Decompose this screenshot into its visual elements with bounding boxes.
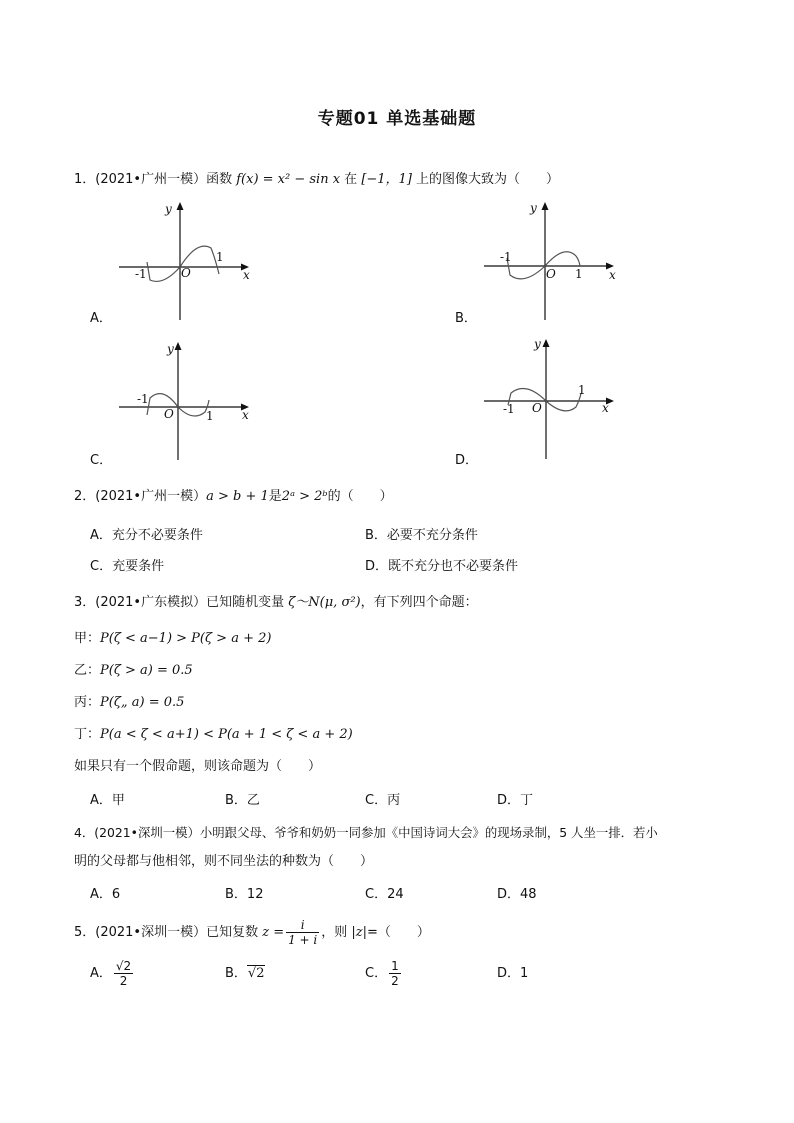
- graph-b-tick-neg: -1: [500, 250, 512, 264]
- q1-formula: f(x) = x² − sin x: [236, 172, 341, 187]
- q2-option-d: D．既不充分也不必要条件: [365, 559, 519, 574]
- q3-option-c: C．丙: [365, 793, 401, 808]
- q5-option-d: D．1: [497, 966, 529, 981]
- q2-option-c: C．充要条件: [90, 559, 165, 574]
- graph-c-label: C．: [90, 453, 113, 468]
- q4-option-b: B．12: [225, 887, 264, 902]
- graph-c-x-label: x: [242, 408, 249, 422]
- graph-c-tick-pos: 1: [206, 409, 214, 423]
- q2-formula-2: 2ᵃ > 2ᵇ: [281, 489, 328, 504]
- q3-formula: ζ～N(μ, σ²): [288, 595, 361, 610]
- graph-b-origin: O: [546, 267, 556, 281]
- graph-c-origin: O: [164, 407, 174, 421]
- graph-b: [480, 200, 620, 325]
- graph-d: [480, 337, 620, 462]
- graph-c-tick-neg: -1: [137, 392, 149, 406]
- graph-a-y-label: y: [165, 202, 172, 216]
- q1-interval: [−1，1]: [361, 172, 412, 187]
- graph-a-tick-pos: 1: [216, 250, 224, 264]
- graph-b-tick-pos: 1: [575, 267, 583, 281]
- question-1: 1．(2021•广州一模）函数 f(x) = x² − sin x 在 [−1，1] 上的图像大致为（ ）: [74, 172, 560, 187]
- question-3: 3．(2021•广东模拟）已知随机变量 ζ～N(μ, σ²)，有下列四个命题：: [74, 595, 478, 610]
- graph-b-label: B．: [455, 311, 477, 326]
- q5-option-c: C． $\frac{1}{2}$: [365, 959, 399, 988]
- question-4-line-2: 明的父母都与他相邻，则不同坐法的种数为（ ）: [74, 854, 374, 869]
- q4-option-c: C．24: [365, 887, 404, 902]
- q3-question: 如果只有一个假命题，则该命题为（ ）: [74, 759, 322, 774]
- q3-prop-yi: 乙：P(ζ > a) = 0.5: [74, 663, 193, 678]
- graph-a-origin: O: [181, 266, 191, 280]
- q2-formula-1: a > b + 1: [206, 489, 269, 504]
- graph-d-tick-neg: -1: [503, 402, 515, 416]
- graph-b-x-label: x: [609, 268, 616, 282]
- q4-option-d: D．48: [497, 887, 537, 902]
- q3-prop-ding: 丁：P(a < ζ < a+1) < P(a + 1 < ζ < a + 2): [74, 727, 353, 742]
- q3-prop-bing: 丙：P(ζ„ a) = 0.5: [74, 695, 185, 710]
- q5-option-b: B．√2: [225, 966, 265, 981]
- question-5: 5．(2021•深圳一模）已知复数 z = $\frac{i}{1 + i}$ ，则 |z|=（ ）: [74, 918, 430, 947]
- q5-option-a: A． $\frac{√2}{2}$: [90, 959, 132, 988]
- graph-b-y-label: y: [530, 201, 537, 215]
- graph-a-x-label: x: [243, 268, 250, 282]
- q3-option-a: A．甲: [90, 793, 125, 808]
- graph-d-y-label: y: [534, 337, 541, 351]
- graph-a: [115, 200, 255, 325]
- graph-c-y-label: y: [167, 342, 174, 356]
- q2-option-b: B．必要不充分条件: [365, 528, 478, 543]
- graph-d-x-label: x: [602, 401, 609, 415]
- graph-a-label: A．: [90, 311, 112, 326]
- page-title: 专题01 单选基础题: [317, 109, 477, 129]
- graph-d-origin: O: [532, 401, 542, 415]
- q2-option-a: A．充分不必要条件: [90, 528, 203, 543]
- q5-fraction: $\frac{i}{1 + i}$: [288, 918, 318, 947]
- graph-d-tick-pos: 1: [578, 383, 586, 397]
- question-4-line-1: 4．(2021•深圳一模）小明跟父母、爷爷和奶奶一同参加《中国诗词大会》的现场录制，5 人坐一排．若小: [74, 825, 658, 840]
- graph-d-label: D．: [455, 453, 479, 468]
- q3-prop-jia: 甲：P(ζ < a−1) > P(ζ > a + 2): [74, 631, 272, 646]
- graph-c: [115, 340, 255, 465]
- q3-option-b: B．乙: [225, 793, 260, 808]
- question-2: 2．(2021•广州一模）a > b + 1是2ᵃ > 2ᵇ的（ ）: [74, 489, 393, 504]
- q3-option-d: D．丁: [497, 793, 534, 808]
- graph-a-tick-neg: -1: [135, 267, 147, 281]
- q4-option-a: A．6: [90, 887, 121, 902]
